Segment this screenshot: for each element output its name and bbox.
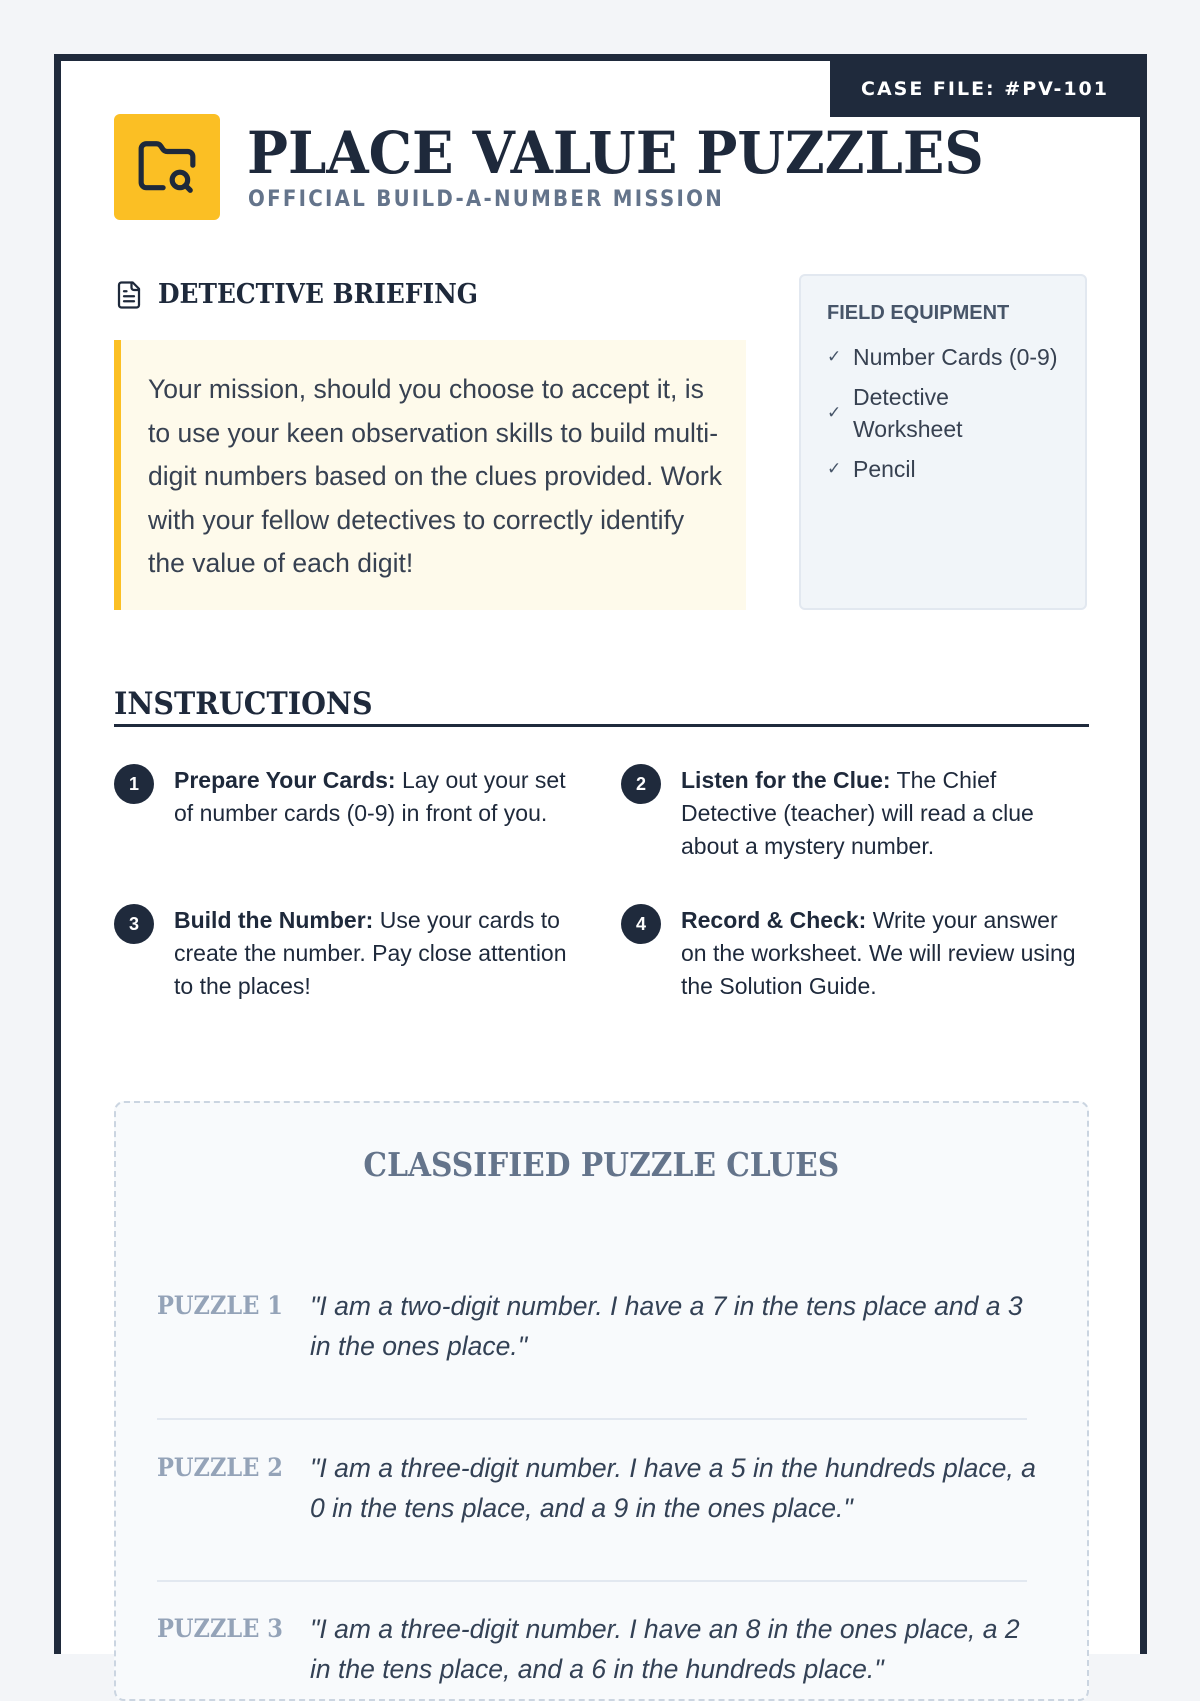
puzzle-item — [157, 1448, 1047, 1528]
check-icon: ✓ — [827, 403, 842, 422]
step-number-badge: 4 — [621, 904, 661, 944]
field-equipment-heading: FIELD EQUIPMENT — [827, 302, 1010, 324]
briefing-text: Your mission, should you choose to accept it, is to use your keen observation skills to build multi-digit numbers based on the clues provided. Work with your fellow detectives to correctly identify the value of each digit! — [148, 374, 722, 578]
instruction-step — [621, 764, 1081, 863]
classified-clues-panel — [114, 1101, 1089, 1701]
page-title: PLACE VALUE PUZZLES — [247, 119, 984, 187]
check-icon: ✓ — [827, 459, 842, 478]
divider — [157, 1418, 1027, 1420]
step-text: Build the Number: Use your cards to create the number. Pay close attention to the places! — [174, 907, 567, 999]
divider — [157, 1580, 1027, 1582]
puzzle-item — [157, 1609, 1047, 1689]
logo — [114, 114, 220, 220]
briefing-box — [114, 340, 746, 610]
step-text: Record & Check: Write your answer on the worksheet. We will review using the Solution Guide. — [681, 907, 1076, 999]
step-text: Listen for the Clue: The Chief Detective (teacher) will read a clue about a mystery number. — [681, 767, 1034, 859]
field-equipment-panel — [799, 274, 1087, 610]
puzzle-label: PUZZLE 3 — [157, 1614, 283, 1643]
puzzle-clue: "I am a three-digit number. I have a 5 in the hundreds place, a 0 in the tens place, and a 9 in the ones place." — [310, 1453, 1036, 1523]
instruction-step — [621, 904, 1081, 1003]
instruction-step — [114, 904, 574, 1003]
check-icon: ✓ — [827, 347, 842, 366]
equipment-list — [827, 341, 1059, 485]
equipment-item: ✓ Detective Worksheet — [827, 384, 963, 442]
puzzle-label: PUZZLE 2 — [157, 1453, 283, 1482]
step-number-badge: 3 — [114, 904, 154, 944]
puzzle-label: PUZZLE 1 — [157, 1291, 283, 1320]
puzzle-clue: "I am a two-digit number. I have a 7 in the tens place and a 3 in the ones place." — [310, 1291, 1023, 1361]
step-number-badge: 2 — [621, 764, 661, 804]
step-number-badge: 1 — [114, 764, 154, 804]
equipment-item: ✓ Pencil — [827, 453, 1059, 485]
puzzle-clue: "I am a three-digit number. I have an 8 in the ones place, a 2 in the tens place, and a 6 in the hundreds place." — [310, 1614, 1020, 1684]
equipment-item: ✓ Number Cards (0-9) — [827, 341, 1059, 373]
instructions-heading: INSTRUCTIONS — [114, 687, 1089, 727]
briefing-heading — [114, 279, 506, 310]
case-file-sheet — [54, 54, 1147, 1684]
briefing-heading-label: DETECTIVE BRIEFING — [158, 279, 478, 310]
clues-heading: CLASSIFIED PUZZLE CLUES — [363, 1145, 840, 1184]
folder-search-icon — [136, 136, 198, 198]
step-text: Prepare Your Cards: Lay out your set of number cards (0-9) in front of you. — [174, 767, 566, 826]
document-icon — [114, 280, 144, 310]
instruction-step — [114, 764, 574, 830]
puzzle-item — [157, 1286, 1047, 1366]
page-subtitle: OFFICIAL BUILD-A-NUMBER MISSION — [248, 187, 725, 212]
case-file-tab: CASE FILE: #PV-101 — [830, 61, 1140, 117]
